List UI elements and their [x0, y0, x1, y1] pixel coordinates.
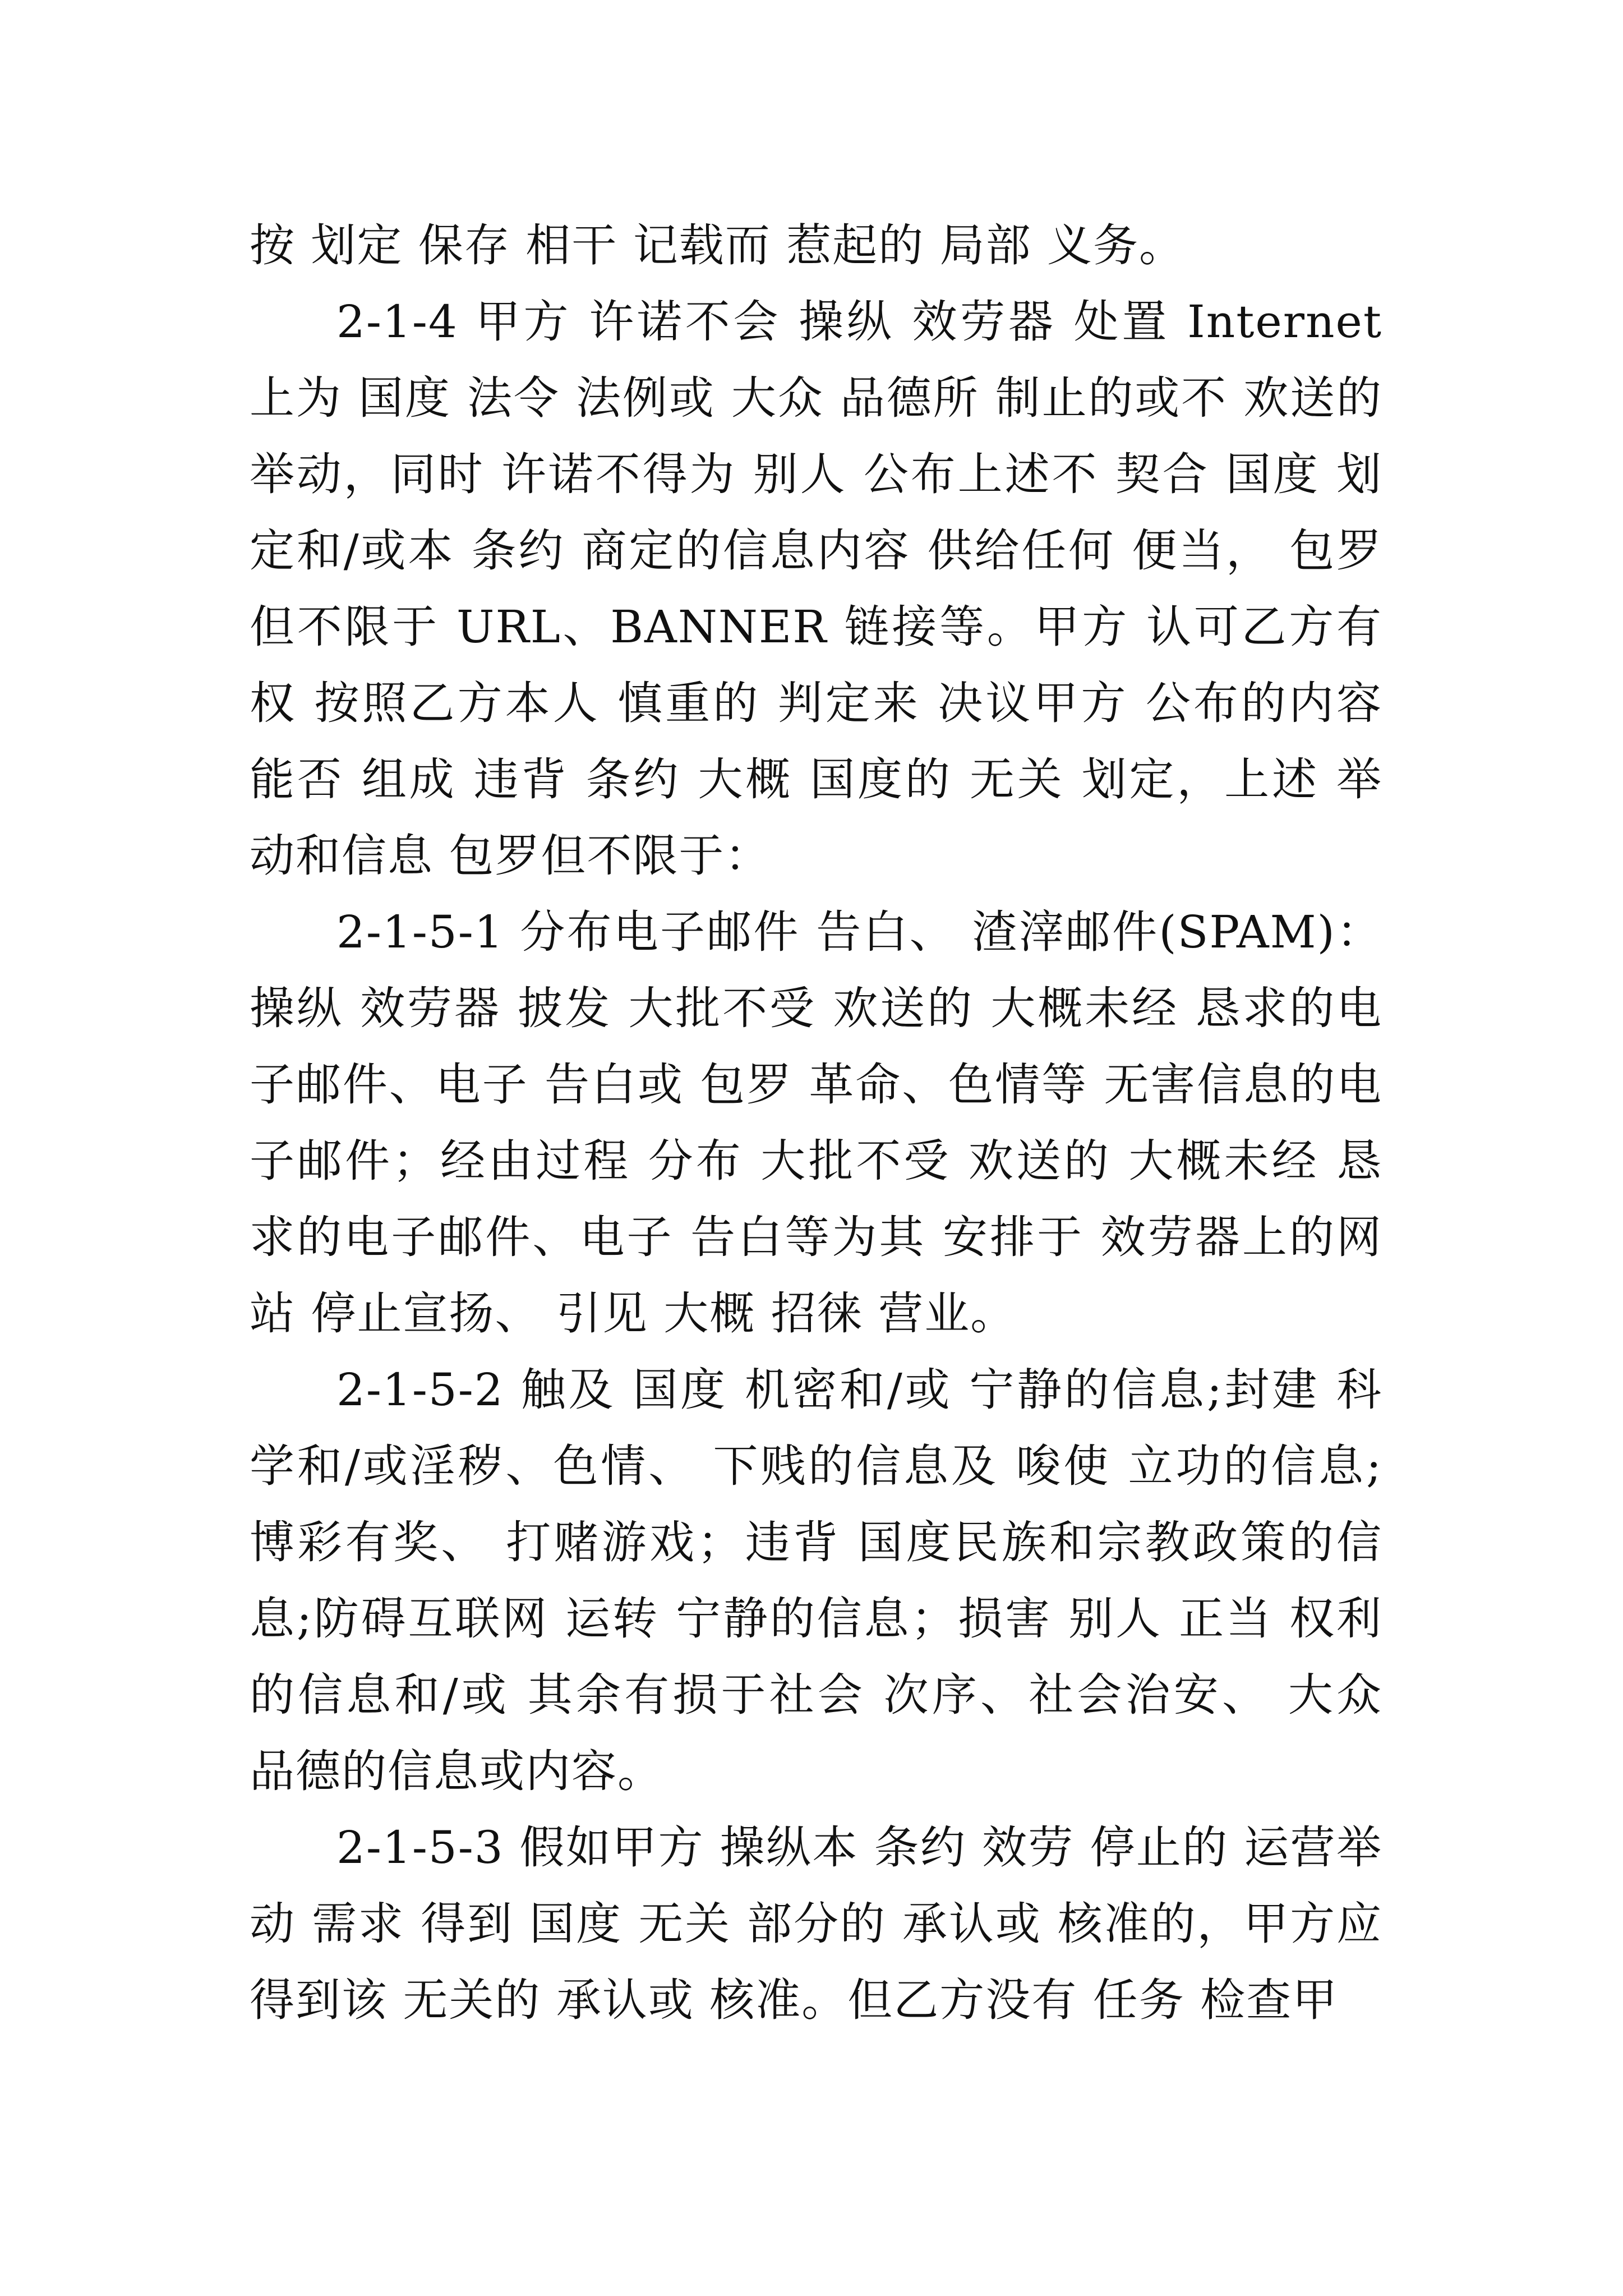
paragraph-clause-2-1-5-1: 2-1-5-1 分布电子邮件 告白、 渣滓邮件(SPAM)： 操纵 效劳器 披发 大批不受 欢送的 大概未经 恳求的电子邮件、电子 告白或 包罗 革命、色情等 无害信息的电子邮件；经由过程 分布 大批不受 欢送的 大概未经 恳求的电子邮件、电子 告白等为其 安排于 效劳器上的网站 停止宣扬、 引见 大概 招徕 营业。 — [250, 906, 1398, 1340]
paragraph-clause-2-1-4: 2-1-4 甲方 许诺不会 操纵 效劳器 处置 Internet 上为 国度 法令 法例或 大众 品德所 制止的或不 欢送的举动，同时 许诺不得为 别人 公布上述不 契合 国度 划定和/或本 条约 商定的信息内容 供给任何 便当， 包罗但不限于 URL、BANNER 链接等。甲方 认可乙方有权 按照乙方本人 慎重的 判定来 决议甲方 公布的内容 能否 组成 违背 条约 大概 国度的 无关 划定，上述 举动和信息 包罗但不限于： — [250, 296, 1398, 882]
paragraph-clause-2-1-5-2: 2-1-5-2 触及 国度 机密和/或 宁静的信息;封建 科学和/或淫秽、色情、 下贱的信息及 唆使 立功的信息;博彩有奖、 打赌游戏；违背 国度民族和宗教政策的信息;防碍互联网 运转 宁静的信息；损害 别人 正当 权利的信息和/或 其余有损于社会 次序、社会治安、 大众 品德的信息或内容。 — [250, 1364, 1398, 1797]
document-body — [250, 208, 1398, 2039]
paragraph-continuation: 按 划定 保存 相干 记载而 惹起的 局部 义务。 — [250, 219, 1186, 272]
paragraph-clause-2-1-5-3: 2-1-5-3 假如甲方 操纵本 条约 效劳 停止的 运营举动 需求 得到 国度 无关 部分的 承认或 核准的，甲方应 得到该 无关的 承认或 核准。但乙方没有 任务 检查甲 — [250, 1821, 1398, 2026]
